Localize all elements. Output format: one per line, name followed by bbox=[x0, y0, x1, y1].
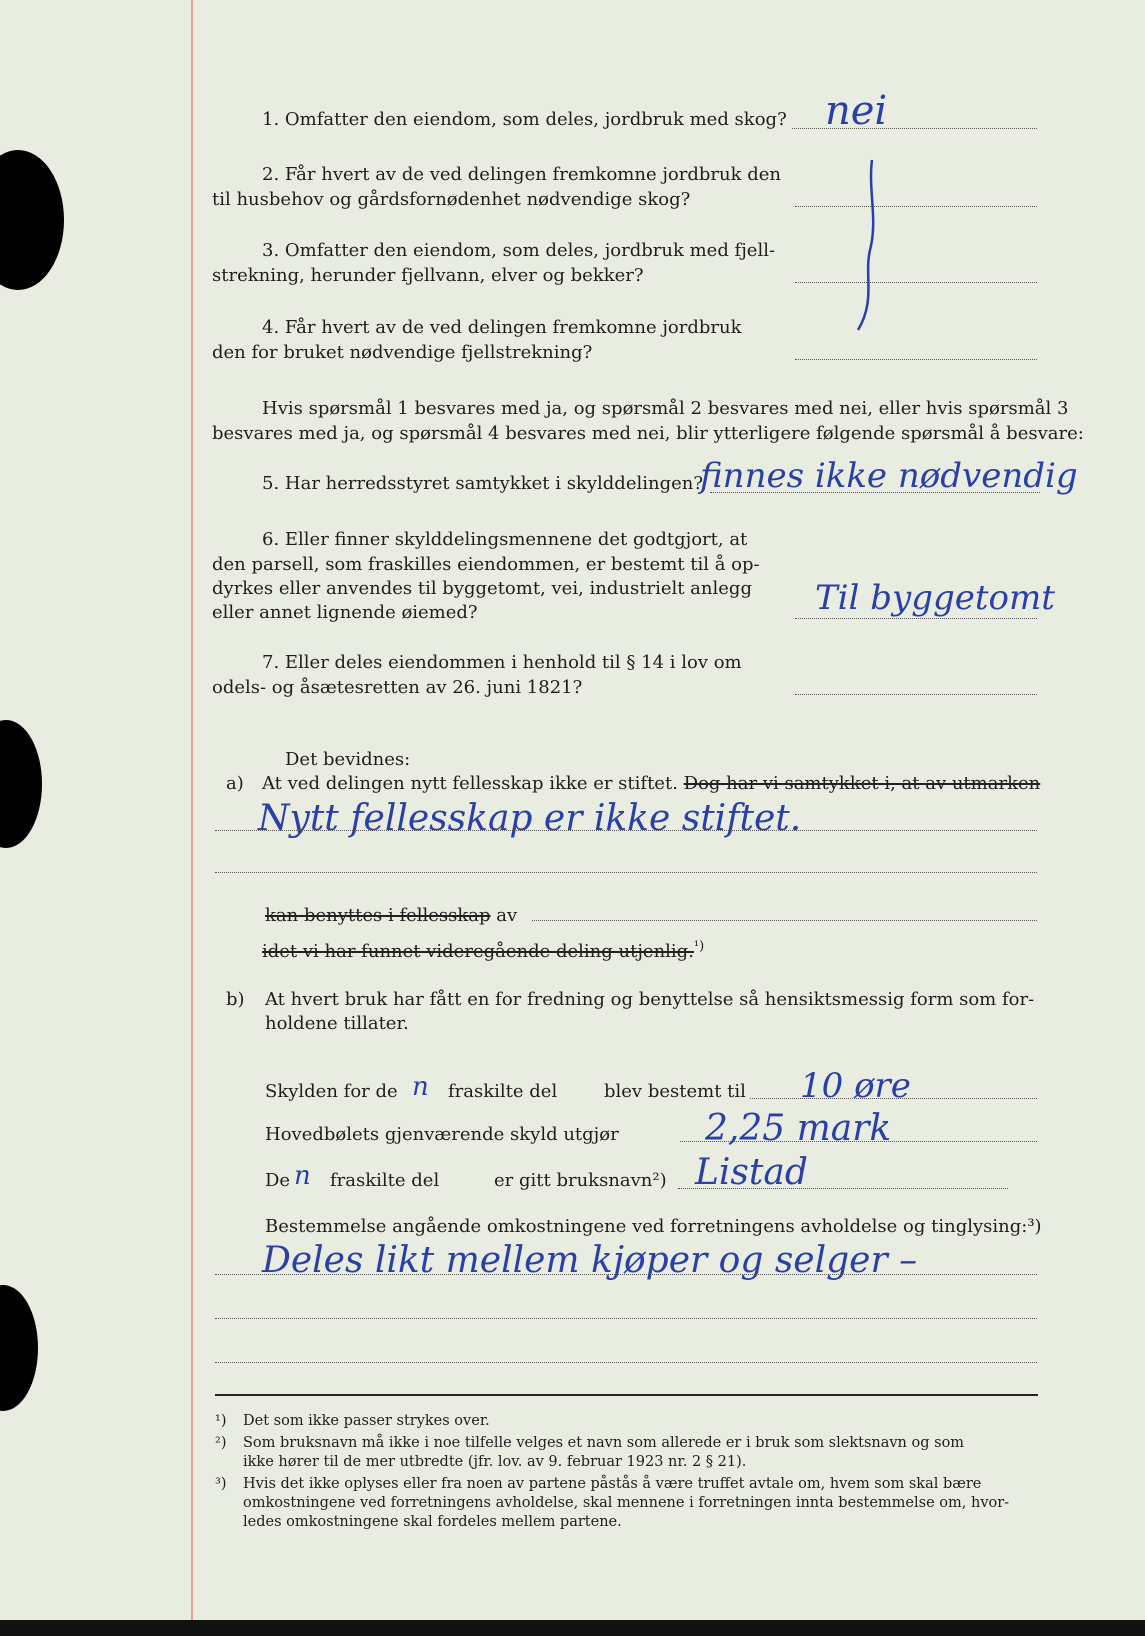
footnote-3-line-2: omkostningene ved forretningens avholdelse, skal mennene i forretningen innta bestemmelse om, hvor- bbox=[243, 1495, 1010, 1511]
question-6-line-2: den parsell, som fraskilles eiendommen, er bestemt til å op- bbox=[212, 554, 760, 575]
footnote-1-mark: ¹) bbox=[215, 1413, 227, 1429]
answer-6: Til byggetomt bbox=[815, 578, 1055, 618]
attest-a-handwritten: Nytt fellesskap er ikke stiftet. bbox=[258, 798, 802, 839]
hovedbol-label: Hovedbølets gjenværende skyld utgjør bbox=[265, 1124, 619, 1145]
bracket-stroke bbox=[858, 160, 873, 330]
scan-bottom-edge bbox=[0, 1620, 1145, 1636]
footnote-mark-1: ¹) bbox=[693, 939, 705, 954]
footnote-2-mark: ²) bbox=[215, 1435, 227, 1451]
footnote-2-line-1: Som bruksnavn må ikke i noe tilfelle velges et navn som allerede er i bruk som slektsnavn og som bbox=[243, 1435, 965, 1451]
skyld-label-b: fraskilte del bbox=[448, 1081, 558, 1102]
omkostning-label: Bestemmelse angående omkostningene ved forretningens avholdelse og tinglysing:³) bbox=[265, 1216, 1042, 1237]
struck-line-1-text: kan benyttes i fellesskap bbox=[265, 905, 491, 926]
attest-b-label: b) bbox=[226, 989, 245, 1010]
question-5: 5. Har herredsstyret samtykket i skylddelingen? bbox=[262, 473, 703, 494]
answer-1: nei bbox=[825, 88, 888, 134]
hovedbol-value: 2,25 mark bbox=[705, 1108, 892, 1149]
footnote-1: Det som ikke passer strykes over. bbox=[243, 1413, 490, 1429]
question-1: 1. Omfatter den eiendom, som deles, jordbruk med skog? bbox=[262, 109, 787, 130]
struck-line-1-av: av bbox=[496, 905, 518, 926]
question-3-line-2: strekning, herunder fjellvann, elver og bekker? bbox=[212, 265, 644, 286]
bruksnavn-label-c: er gitt bruksnavn²) bbox=[494, 1170, 667, 1191]
question-3-line-1: 3. Omfatter den eiendom, som deles, jordbruk med fjell- bbox=[262, 240, 776, 261]
question-4-line-2: den for bruket nødvendige fjellstrekning? bbox=[212, 342, 593, 363]
bruksnavn-label-a: De bbox=[265, 1170, 291, 1191]
question-2-line-2: til husbehov og gårdsfornødenhet nødvendige skog? bbox=[212, 189, 691, 210]
question-6-line-1: 6. Eller finner skylddelingsmennene det godtgjort, at bbox=[262, 529, 748, 550]
bruksnavn-label-b: fraskilte del bbox=[330, 1170, 440, 1191]
footnote-3-line-3: ledes omkostningene skal fordeles mellem partene. bbox=[243, 1514, 622, 1530]
question-4-line-1: 4. Får hvert av de ved delingen fremkomne jordbruk bbox=[262, 317, 742, 338]
footnote-3-line-1: Hvis det ikke oplyses eller fra noen av partene påstås å være truffet avtale om, hvem som skal bære bbox=[243, 1476, 982, 1492]
attest-heading: Det bevidnes: bbox=[285, 749, 411, 770]
question-7-line-2: odels- og åsætesretten av 26. juni 1821? bbox=[212, 677, 583, 698]
footnote-2-line-2: ikke hører til de mer utbredte (jfr. lov. av 9. februar 1923 nr. 2 § 21). bbox=[243, 1454, 747, 1470]
omkostning-value: Deles likt mellem kjøper og selger – bbox=[262, 1240, 918, 1281]
condition-line-1: Hvis spørsmål 1 besvares med ja, og spørsmål 2 besvares med nei, eller hvis spørsmål 3 bbox=[262, 398, 1069, 419]
skyld-label-c: blev bestemt til bbox=[604, 1081, 746, 1102]
underline-stroke-a bbox=[262, 822, 900, 824]
question-7-line-1: 7. Eller deles eiendommen i henhold til § 14 i lov om bbox=[262, 652, 742, 673]
bruksnavn-value: Listad bbox=[695, 1152, 808, 1193]
attest-a-struck: Dog har vi samtykket i, at av utmarken bbox=[683, 773, 1041, 794]
attest-a-label: a) bbox=[226, 773, 244, 794]
struck-line-2-text: idet vi har funnet videregående deling utjenlig. bbox=[262, 941, 694, 962]
question-2-line-1: 2. Får hvert av de ved delingen fremkomne jordbruk den bbox=[262, 164, 781, 185]
question-6-line-3: dyrkes eller anvendes til byggetomt, vei, industrielt anlegg bbox=[212, 578, 752, 599]
bruksnavn-hw-n: n bbox=[294, 1161, 311, 1191]
answer-5: finnes ikke nødvendig bbox=[700, 456, 1078, 496]
skyld-label-a: Skylden for de bbox=[265, 1081, 398, 1102]
attest-a-main: At ved delingen nytt fellesskap ikke er stiftet. bbox=[262, 773, 678, 794]
condition-line-2: besvares med ja, og spørsmål 4 besvares med nei, blir ytterligere følgende spørsmål å besvare: bbox=[212, 423, 1084, 444]
skyld-hw-n: n bbox=[412, 1072, 429, 1102]
attest-b-line-2: holdene tillater. bbox=[265, 1013, 409, 1034]
footnote-3-mark: ³) bbox=[215, 1476, 227, 1492]
skyld-value: 10 øre bbox=[800, 1066, 911, 1106]
attest-b-line-1: At hvert bruk har fått en for fredning og benyttelse så hensiktsmessig form som for- bbox=[265, 989, 1035, 1010]
question-6-line-4: eller annet lignende øiemed? bbox=[212, 602, 478, 623]
